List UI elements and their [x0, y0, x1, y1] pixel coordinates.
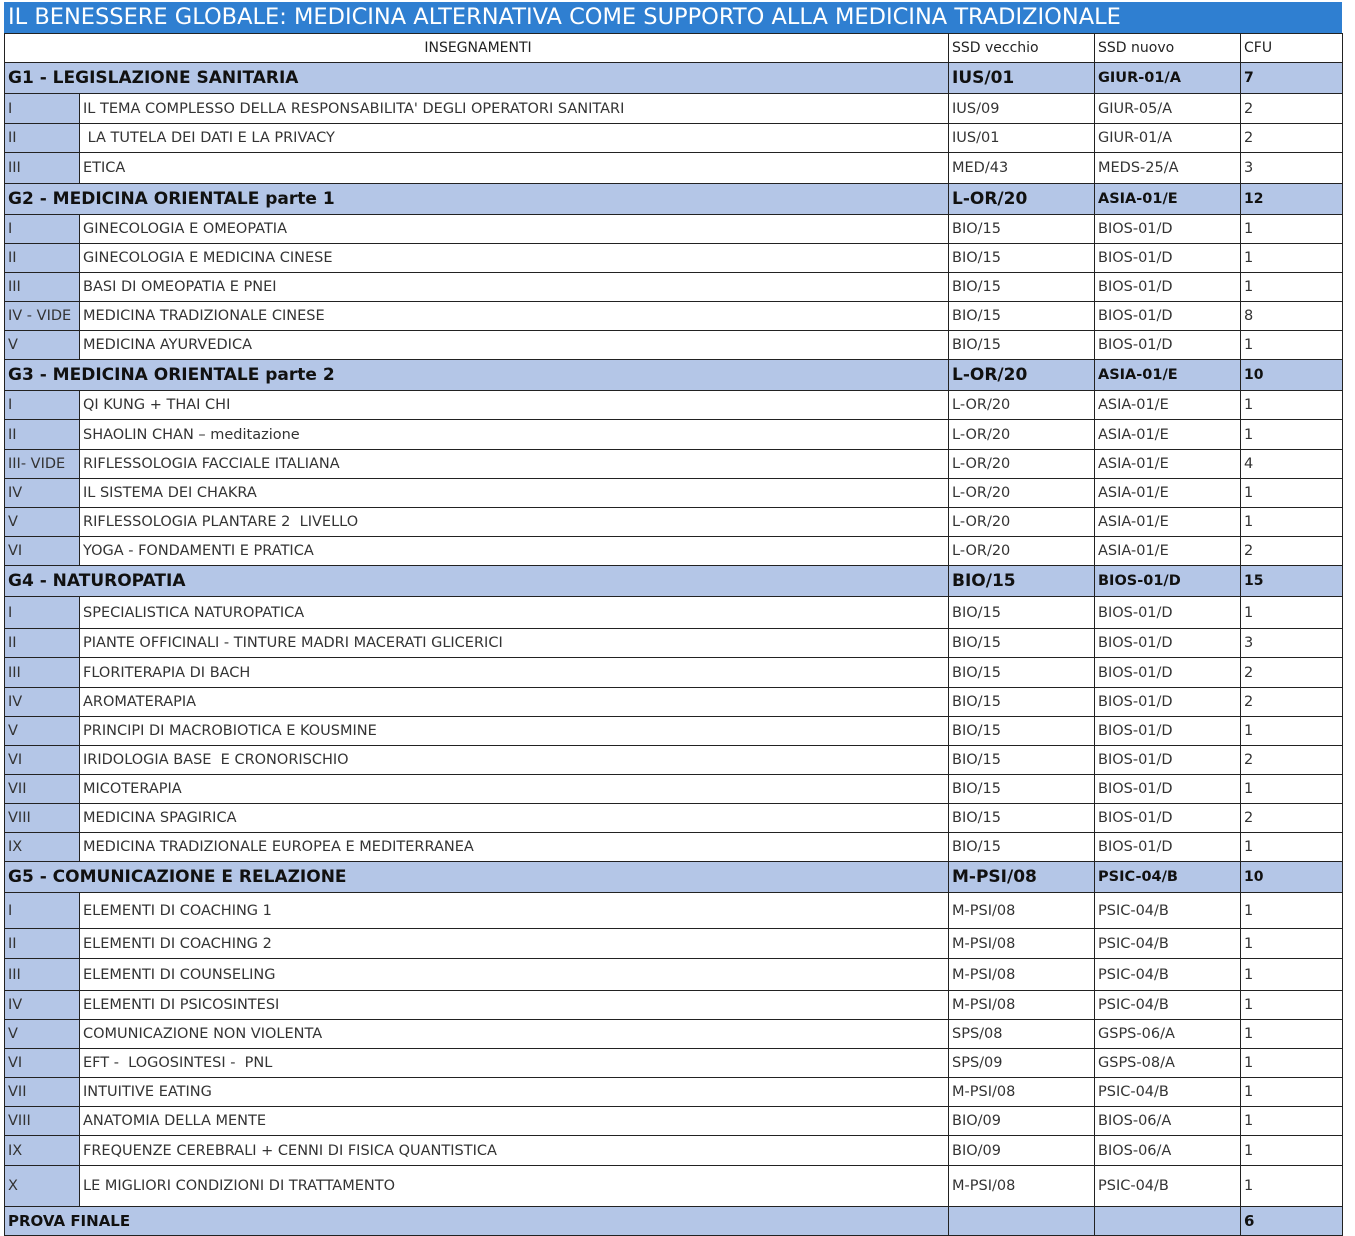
table-row — [5, 833, 1343, 862]
group-title: G3 - MEDICINA ORIENTALE parte 2 — [5, 360, 949, 391]
group-ssd-new: ASIA-01/E — [1095, 184, 1241, 215]
table-row — [5, 1020, 1343, 1049]
group-ssd-old: L-OR/20 — [949, 360, 1095, 391]
course-name: IRIDOLOGIA BASE E CRONORISCHIO — [80, 746, 949, 775]
course-name: COMUNICAZIONE NON VIOLENTA — [80, 1020, 949, 1049]
row-number: II — [5, 929, 80, 959]
row-number: VII — [5, 775, 80, 804]
row-number: IX — [5, 1136, 80, 1166]
ssd-new: BIOS-01/D — [1095, 302, 1241, 331]
cfu: 1 — [1241, 331, 1343, 360]
cfu: 2 — [1241, 688, 1343, 717]
group-cfu: 10 — [1241, 360, 1343, 391]
ssd-new: BIOS-06/A — [1095, 1107, 1241, 1136]
ssd-old: BIO/15 — [949, 273, 1095, 302]
group-ssd-new: GIUR-01/A — [1095, 63, 1241, 94]
ssd-new: PSIC-04/B — [1095, 1166, 1241, 1207]
group-title: G4 - NATUROPATIA — [5, 566, 949, 597]
group-cfu: 10 — [1241, 862, 1343, 893]
row-number: III — [5, 959, 80, 991]
group-ssd-old: L-OR/20 — [949, 184, 1095, 215]
ssd-new: PSIC-04/B — [1095, 1078, 1241, 1107]
table-row — [5, 273, 1343, 302]
ssd-old: BIO/15 — [949, 215, 1095, 244]
ssd-new: ASIA-01/E — [1095, 391, 1241, 420]
row-number: III — [5, 658, 80, 688]
group-header-row — [5, 63, 1343, 94]
course-name: MEDICINA AYURVEDICA — [80, 331, 949, 360]
course-name: LA TUTELA DEI DATI E LA PRIVACY — [80, 124, 949, 153]
cfu: 3 — [1241, 153, 1343, 184]
course-name: MEDICINA TRADIZIONALE EUROPEA E MEDITERRANEA — [80, 833, 949, 862]
ssd-old: BIO/15 — [949, 658, 1095, 688]
group-ssd-old: BIO/15 — [949, 566, 1095, 597]
cfu: 1 — [1241, 991, 1343, 1020]
cfu: 4 — [1241, 450, 1343, 479]
ssd-old: L-OR/20 — [949, 391, 1095, 420]
course-name: RIFLESSOLOGIA FACCIALE ITALIANA — [80, 450, 949, 479]
row-number: I — [5, 215, 80, 244]
group-header-row — [5, 360, 1343, 391]
table-row — [5, 1078, 1343, 1107]
ssd-new: GSPS-06/A — [1095, 1020, 1241, 1049]
course-name: INTUITIVE EATING — [80, 1078, 949, 1107]
ssd-old: IUS/01 — [949, 124, 1095, 153]
cfu: 2 — [1241, 537, 1343, 566]
course-name: PIANTE OFFICINALI - TINTURE MADRI MACERATI GLICERICI — [80, 629, 949, 658]
table-row — [5, 1049, 1343, 1078]
course-name: ELEMENTI DI COACHING 1 — [80, 893, 949, 929]
course-name: PRINCIPI DI MACROBIOTICA E KOUSMINE — [80, 717, 949, 746]
table-row — [5, 658, 1343, 688]
cfu: 1 — [1241, 959, 1343, 991]
course-sheet — [4, 2, 1342, 1236]
ssd-new: BIOS-01/D — [1095, 658, 1241, 688]
table-row — [5, 959, 1343, 991]
course-name: FREQUENZE CEREBRALI + CENNI DI FISICA QUANTISTICA — [80, 1136, 949, 1166]
course-name: BASI DI OMEOPATIA E PNEI — [80, 273, 949, 302]
table-row — [5, 804, 1343, 833]
table-row — [5, 94, 1343, 124]
group-ssd-new: PSIC-04/B — [1095, 862, 1241, 893]
row-number: VI — [5, 537, 80, 566]
table-row — [5, 597, 1343, 629]
ssd-old: BIO/15 — [949, 597, 1095, 629]
ssd-old: BIO/09 — [949, 1107, 1095, 1136]
row-number: VI — [5, 1049, 80, 1078]
course-name: QI KUNG + THAI CHI — [80, 391, 949, 420]
row-number: V — [5, 331, 80, 360]
final-exam-row — [5, 1207, 1343, 1236]
column-header-ssd-vecchio: SSD vecchio — [949, 34, 1095, 63]
cfu: 1 — [1241, 479, 1343, 508]
ssd-old: M-PSI/08 — [949, 893, 1095, 929]
row-number: I — [5, 391, 80, 420]
ssd-new: PSIC-04/B — [1095, 893, 1241, 929]
column-header-insegnamenti: INSEGNAMENTI — [5, 34, 949, 63]
table-row — [5, 479, 1343, 508]
ssd-new: MEDS-25/A — [1095, 153, 1241, 184]
ssd-old: IUS/09 — [949, 94, 1095, 124]
ssd-new: BIOS-06/A — [1095, 1136, 1241, 1166]
row-number: V — [5, 1020, 80, 1049]
ssd-new: BIOS-01/D — [1095, 804, 1241, 833]
ssd-new: PSIC-04/B — [1095, 959, 1241, 991]
ssd-old: BIO/15 — [949, 804, 1095, 833]
cfu: 1 — [1241, 1049, 1343, 1078]
row-number: IV — [5, 991, 80, 1020]
ssd-new: GSPS-08/A — [1095, 1049, 1241, 1078]
ssd-new: BIOS-01/D — [1095, 833, 1241, 862]
table-row — [5, 1107, 1343, 1136]
ssd-new: ASIA-01/E — [1095, 450, 1241, 479]
cfu: 1 — [1241, 244, 1343, 273]
ssd-new: ASIA-01/E — [1095, 508, 1241, 537]
ssd-old: M-PSI/08 — [949, 1078, 1095, 1107]
row-number: V — [5, 717, 80, 746]
ssd-old: BIO/15 — [949, 717, 1095, 746]
table-row — [5, 331, 1343, 360]
ssd-new: ASIA-01/E — [1095, 537, 1241, 566]
table-row — [5, 1136, 1343, 1166]
course-name: LE MIGLIORI CONDIZIONI DI TRATTAMENTO — [80, 1166, 949, 1207]
ssd-old: BIO/15 — [949, 833, 1095, 862]
row-number: V — [5, 508, 80, 537]
course-name: AROMATERAPIA — [80, 688, 949, 717]
ssd-new: ASIA-01/E — [1095, 479, 1241, 508]
cfu: 2 — [1241, 658, 1343, 688]
ssd-old: BIO/15 — [949, 331, 1095, 360]
course-name: ELEMENTI DI COACHING 2 — [80, 929, 949, 959]
ssd-new: BIOS-01/D — [1095, 331, 1241, 360]
ssd-new: BIOS-01/D — [1095, 717, 1241, 746]
ssd-new: BIOS-01/D — [1095, 215, 1241, 244]
cfu: 1 — [1241, 508, 1343, 537]
ssd-old: BIO/15 — [949, 244, 1095, 273]
course-name: FLORITERAPIA DI BACH — [80, 658, 949, 688]
cfu: 2 — [1241, 94, 1343, 124]
table-row — [5, 302, 1343, 331]
row-number: I — [5, 597, 80, 629]
course-table-body — [5, 34, 1343, 1236]
empty-cell — [949, 1207, 1095, 1236]
ssd-old: L-OR/20 — [949, 508, 1095, 537]
ssd-old: BIO/15 — [949, 775, 1095, 804]
group-cfu: 15 — [1241, 566, 1343, 597]
ssd-new: ASIA-01/E — [1095, 420, 1241, 450]
ssd-old: MED/43 — [949, 153, 1095, 184]
group-header-row — [5, 566, 1343, 597]
table-row — [5, 1166, 1343, 1207]
table-row — [5, 153, 1343, 184]
course-name: IL SISTEMA DEI CHAKRA — [80, 479, 949, 508]
cfu: 1 — [1241, 775, 1343, 804]
row-number: VIII — [5, 804, 80, 833]
course-name: SHAOLIN CHAN – meditazione — [80, 420, 949, 450]
row-number: VIII — [5, 1107, 80, 1136]
column-header-ssd-nuovo: SSD nuovo — [1095, 34, 1241, 63]
table-row — [5, 629, 1343, 658]
table-row — [5, 537, 1343, 566]
group-cfu: 12 — [1241, 184, 1343, 215]
table-row — [5, 893, 1343, 929]
cfu: 1 — [1241, 893, 1343, 929]
ssd-old: BIO/15 — [949, 629, 1095, 658]
row-number: IV — [5, 479, 80, 508]
column-header-cfu: CFU — [1241, 34, 1343, 63]
cfu: 2 — [1241, 804, 1343, 833]
group-title: G1 - LEGISLAZIONE SANITARIA — [5, 63, 949, 94]
row-number: III — [5, 273, 80, 302]
ssd-old: BIO/15 — [949, 302, 1095, 331]
cfu: 2 — [1241, 746, 1343, 775]
final-exam-label: PROVA FINALE — [5, 1207, 949, 1236]
ssd-new: BIOS-01/D — [1095, 629, 1241, 658]
row-number: II — [5, 244, 80, 273]
ssd-new: GIUR-01/A — [1095, 124, 1241, 153]
ssd-old: L-OR/20 — [949, 537, 1095, 566]
ssd-new: BIOS-01/D — [1095, 244, 1241, 273]
cfu: 1 — [1241, 1107, 1343, 1136]
group-ssd-new: ASIA-01/E — [1095, 360, 1241, 391]
ssd-old: L-OR/20 — [949, 420, 1095, 450]
course-name: RIFLESSOLOGIA PLANTARE 2 LIVELLO — [80, 508, 949, 537]
group-cfu: 7 — [1241, 63, 1343, 94]
ssd-old: M-PSI/08 — [949, 991, 1095, 1020]
row-number: I — [5, 94, 80, 124]
table-row — [5, 775, 1343, 804]
ssd-old: L-OR/20 — [949, 479, 1095, 508]
course-name: ETICA — [80, 153, 949, 184]
ssd-old: L-OR/20 — [949, 450, 1095, 479]
table-row — [5, 391, 1343, 420]
ssd-old: SPS/09 — [949, 1049, 1095, 1078]
course-name: MICOTERAPIA — [80, 775, 949, 804]
ssd-new: BIOS-01/D — [1095, 775, 1241, 804]
group-title: G5 - COMUNICAZIONE E RELAZIONE — [5, 862, 949, 893]
ssd-new: BIOS-01/D — [1095, 597, 1241, 629]
cfu: 1 — [1241, 1166, 1343, 1207]
course-name: GINECOLOGIA E OMEOPATIA — [80, 215, 949, 244]
row-number: III- VIDE — [5, 450, 80, 479]
table-row — [5, 124, 1343, 153]
course-name: MEDICINA SPAGIRICA — [80, 804, 949, 833]
ssd-new: BIOS-01/D — [1095, 273, 1241, 302]
table-row — [5, 420, 1343, 450]
cfu: 1 — [1241, 1136, 1343, 1166]
ssd-old: M-PSI/08 — [949, 1166, 1095, 1207]
page-title: IL BENESSERE GLOBALE: MEDICINA ALTERNATIVA COME SUPPORTO ALLA MEDICINA TRADIZIONALE — [4, 2, 1342, 33]
cfu: 1 — [1241, 1020, 1343, 1049]
group-ssd-old: M-PSI/08 — [949, 862, 1095, 893]
course-name: SPECIALISTICA NATUROPATICA — [80, 597, 949, 629]
cfu: 1 — [1241, 929, 1343, 959]
row-number: II — [5, 629, 80, 658]
table-row — [5, 746, 1343, 775]
row-number: II — [5, 124, 80, 153]
table-row — [5, 688, 1343, 717]
course-name: GINECOLOGIA E MEDICINA CINESE — [80, 244, 949, 273]
final-exam-cfu: 6 — [1241, 1207, 1343, 1236]
table-row — [5, 244, 1343, 273]
table-row — [5, 508, 1343, 537]
cfu: 3 — [1241, 629, 1343, 658]
ssd-new: PSIC-04/B — [1095, 929, 1241, 959]
table-row — [5, 215, 1343, 244]
row-number: VII — [5, 1078, 80, 1107]
empty-cell — [1095, 1207, 1241, 1236]
ssd-new: GIUR-05/A — [1095, 94, 1241, 124]
ssd-new: BIOS-01/D — [1095, 688, 1241, 717]
cfu: 1 — [1241, 597, 1343, 629]
table-row — [5, 929, 1343, 959]
row-number: VI — [5, 746, 80, 775]
group-ssd-old: IUS/01 — [949, 63, 1095, 94]
group-ssd-new: BIOS-01/D — [1095, 566, 1241, 597]
row-number: III — [5, 153, 80, 184]
course-name: ELEMENTI DI PSICOSINTESI — [80, 991, 949, 1020]
table-row — [5, 991, 1343, 1020]
course-name: ANATOMIA DELLA MENTE — [80, 1107, 949, 1136]
cfu: 8 — [1241, 302, 1343, 331]
course-name: IL TEMA COMPLESSO DELLA RESPONSABILITA' DEGLI OPERATORI SANITARI — [80, 94, 949, 124]
row-number: X — [5, 1166, 80, 1207]
ssd-old: SPS/08 — [949, 1020, 1095, 1049]
cfu: 1 — [1241, 420, 1343, 450]
ssd-new: BIOS-01/D — [1095, 746, 1241, 775]
row-number: I — [5, 893, 80, 929]
ssd-old: BIO/09 — [949, 1136, 1095, 1166]
group-header-row — [5, 184, 1343, 215]
group-header-row — [5, 862, 1343, 893]
table-row — [5, 717, 1343, 746]
column-header-row — [5, 34, 1343, 63]
course-table — [4, 33, 1343, 1236]
cfu: 2 — [1241, 124, 1343, 153]
group-title: G2 - MEDICINA ORIENTALE parte 1 — [5, 184, 949, 215]
row-number: IV — [5, 688, 80, 717]
ssd-new: PSIC-04/B — [1095, 991, 1241, 1020]
cfu: 1 — [1241, 215, 1343, 244]
ssd-old: M-PSI/08 — [949, 959, 1095, 991]
row-number: IX — [5, 833, 80, 862]
cfu: 1 — [1241, 833, 1343, 862]
cfu: 1 — [1241, 391, 1343, 420]
ssd-old: BIO/15 — [949, 688, 1095, 717]
cfu: 1 — [1241, 273, 1343, 302]
course-name: MEDICINA TRADIZIONALE CINESE — [80, 302, 949, 331]
course-name: YOGA - FONDAMENTI E PRATICA — [80, 537, 949, 566]
cfu: 1 — [1241, 1078, 1343, 1107]
cfu: 1 — [1241, 717, 1343, 746]
ssd-old: M-PSI/08 — [949, 929, 1095, 959]
course-name: EFT - LOGOSINTESI - PNL — [80, 1049, 949, 1078]
row-number: II — [5, 420, 80, 450]
course-name: ELEMENTI DI COUNSELING — [80, 959, 949, 991]
row-number: IV - VIDE — [5, 302, 80, 331]
table-row — [5, 450, 1343, 479]
ssd-old: BIO/15 — [949, 746, 1095, 775]
